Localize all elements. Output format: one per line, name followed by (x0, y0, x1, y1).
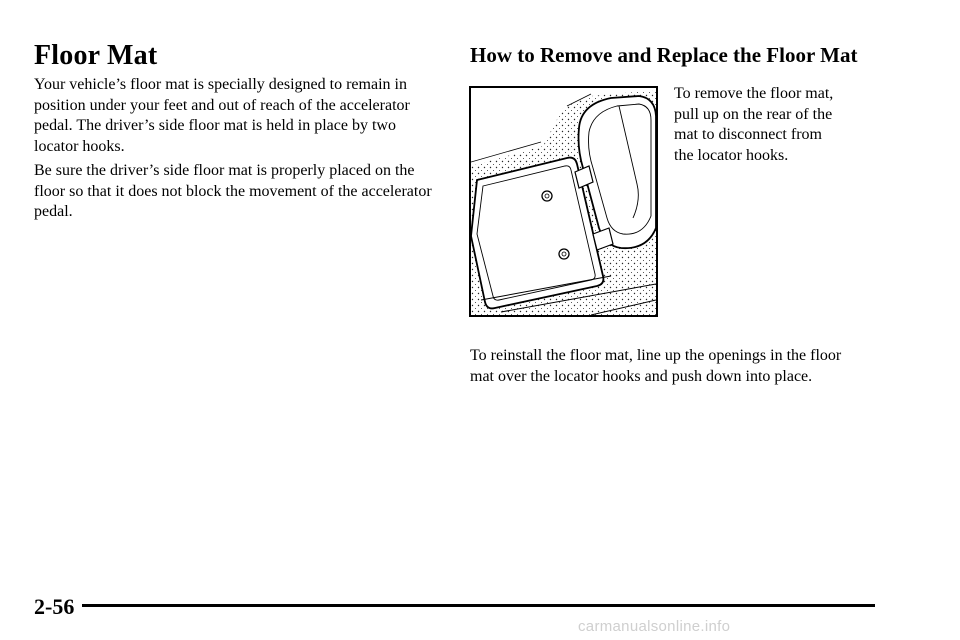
watermark: carmanualsonline.info (578, 618, 731, 635)
figure-caption: To remove the floor mat, pull up on the rear of the mat to disconnect from the locator hooks. (674, 85, 834, 164)
floor-mat-drawing (471, 88, 656, 315)
body-paragraph-1: Your vehicle’s floor mat is specially designed to remain in position under your feet and out of reach of the accelerator pedal. The driver’s side floor mat is held in place by two locator hooks. (34, 76, 410, 155)
floor-mat-illustration (469, 86, 658, 317)
section-title: Floor Mat (34, 40, 158, 71)
body-paragraph-2: Be sure the driver’s side floor mat is properly placed on the floor so that it does not block the movement of the accelerator pedal. (34, 162, 432, 220)
subsection-title: How to Remove and Replace the Floor Mat (470, 43, 858, 67)
body-paragraph-3: To reinstall the floor mat, line up the openings in the floor mat over the locator hooks and push down into place. (470, 347, 842, 385)
page-number: 2-56 (34, 594, 75, 619)
footer-divider (82, 604, 875, 607)
